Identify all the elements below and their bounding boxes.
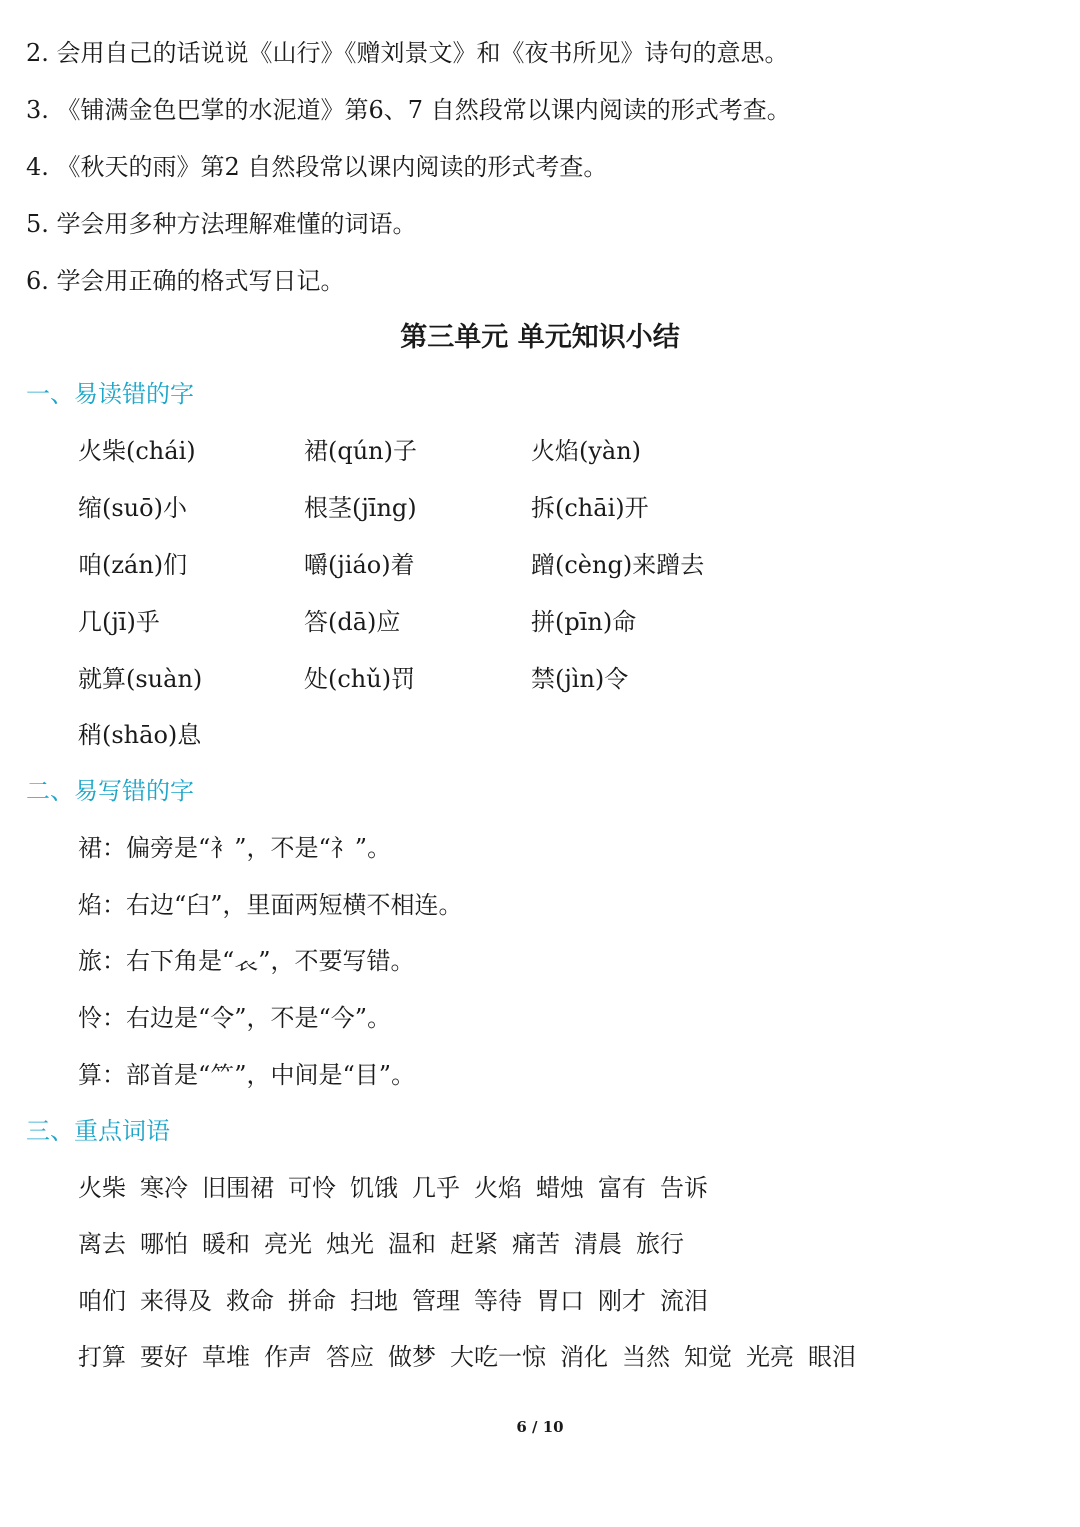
- misread-word: 火柴(chái): [78, 437, 196, 465]
- misread-row: [78, 548, 878, 582]
- key-word: 来得及: [140, 1287, 212, 1315]
- key-word: 胃口: [536, 1287, 584, 1315]
- misread-word: 火焰(yàn): [531, 437, 642, 465]
- key-word: 寒冷: [140, 1174, 188, 1202]
- key-word: 烛光: [326, 1230, 374, 1258]
- key-words-row: [78, 1340, 870, 1374]
- key-word: 光亮: [746, 1343, 794, 1371]
- miswritten-item: 焰：右边“臼”，里面两短横不相连。: [78, 891, 463, 919]
- key-words-row: [78, 1171, 722, 1205]
- key-word: 旅行: [636, 1230, 684, 1258]
- key-word: 草堆: [202, 1343, 250, 1371]
- key-words-row: [78, 1227, 698, 1261]
- key-word: 大吃一惊: [450, 1343, 546, 1371]
- intro-item-5: 5. 学会用多种方法理解难懂的词语。: [26, 210, 417, 238]
- misread-word: 裙(qún)子: [304, 437, 418, 465]
- key-word: 痛苦: [512, 1230, 560, 1258]
- key-word: 几乎: [412, 1174, 460, 1202]
- key-word: 温和: [388, 1230, 436, 1258]
- unit-title: 第三单元 单元知识小结: [400, 322, 680, 353]
- key-word: 答应: [326, 1343, 374, 1371]
- key-word: 赶紧: [450, 1230, 498, 1258]
- miswritten-item: 旅：右下角是“𧘇”，不要写错。: [78, 947, 415, 975]
- key-word: 知觉: [684, 1343, 732, 1371]
- key-word: 火柴: [78, 1174, 126, 1202]
- section-heading-miswritten: 二、易写错的字: [26, 777, 194, 805]
- key-word: 作声: [264, 1343, 312, 1371]
- key-word: 清晨: [574, 1230, 622, 1258]
- misread-row: [78, 491, 878, 525]
- key-word: 打算: [78, 1343, 126, 1371]
- key-word: 等待: [474, 1287, 522, 1315]
- key-word: 刚才: [598, 1287, 646, 1315]
- key-words-row: [78, 1284, 722, 1318]
- key-word: 消化: [560, 1343, 608, 1371]
- intro-item-3: 3. 《铺满金色巴掌的水泥道》第6、7 自然段常以课内阅读的形式考查。: [26, 96, 791, 124]
- key-word: 救命: [226, 1287, 274, 1315]
- key-word: 告诉: [660, 1174, 708, 1202]
- misread-word: 稍(shāo)息: [78, 721, 202, 749]
- misread-word: 几(jī)乎: [78, 608, 160, 636]
- misread-word: 缩(suō)小: [78, 494, 187, 522]
- key-word: 管理: [412, 1287, 460, 1315]
- page-number: 6 / 10: [516, 1418, 564, 1436]
- key-word: 流泪: [660, 1287, 708, 1315]
- miswritten-item: 裙：偏旁是“衤”，不是“礻”。: [78, 834, 392, 862]
- key-word: 蜡烛: [536, 1174, 584, 1202]
- key-word: 火焰: [474, 1174, 522, 1202]
- intro-item-6: 6. 学会用正确的格式写日记。: [26, 267, 345, 295]
- key-word: 富有: [598, 1174, 646, 1202]
- misread-word: 根茎(jīng): [304, 494, 417, 522]
- misread-row: [78, 718, 878, 752]
- miswritten-item: 怜：右边是“令”，不是“今”。: [78, 1004, 392, 1032]
- key-word: 当然: [622, 1343, 670, 1371]
- misread-word: 咱(zán)们: [78, 551, 188, 579]
- key-word: 饥饿: [350, 1174, 398, 1202]
- misread-word: 拆(chāi)开: [531, 494, 649, 522]
- misread-row: [78, 434, 878, 468]
- misread-word: 拼(pīn)命: [531, 608, 637, 636]
- key-word: 离去: [78, 1230, 126, 1258]
- misread-word: 嚼(jiáo)着: [304, 551, 415, 579]
- intro-item-2: 2. 会用自己的话说说《山行》《赠刘景文》和《夜书所见》诗句的意思。: [26, 39, 789, 67]
- misread-row: [78, 605, 878, 639]
- key-word: 眼泪: [808, 1343, 856, 1371]
- key-word: 要好: [140, 1343, 188, 1371]
- misread-word: 禁(jìn)令: [531, 665, 629, 693]
- miswritten-item: 算：部首是“⺮”，中间是“目”。: [78, 1061, 416, 1089]
- key-word: 咱们: [78, 1287, 126, 1315]
- section-heading-misread: 一、易读错的字: [26, 380, 194, 408]
- misread-word: 就算(suàn): [78, 665, 203, 693]
- key-word: 暖和: [202, 1230, 250, 1258]
- key-word: 可怜: [288, 1174, 336, 1202]
- misread-word: 答(dā)应: [304, 608, 401, 636]
- key-word: 旧围裙: [202, 1174, 274, 1202]
- intro-item-4: 4. 《秋天的雨》第2 自然段常以课内阅读的形式考查。: [26, 153, 608, 181]
- key-word: 做梦: [388, 1343, 436, 1371]
- misread-word: 蹭(cèng)来蹭去: [531, 551, 705, 579]
- key-word: 拼命: [288, 1287, 336, 1315]
- key-word: 扫地: [350, 1287, 398, 1315]
- misread-row: [78, 662, 878, 696]
- section-heading-key-words: 三、重点词语: [26, 1117, 170, 1145]
- key-word: 哪怕: [140, 1230, 188, 1258]
- misread-word: 处(chǔ)罚: [304, 665, 416, 693]
- key-word: 亮光: [264, 1230, 312, 1258]
